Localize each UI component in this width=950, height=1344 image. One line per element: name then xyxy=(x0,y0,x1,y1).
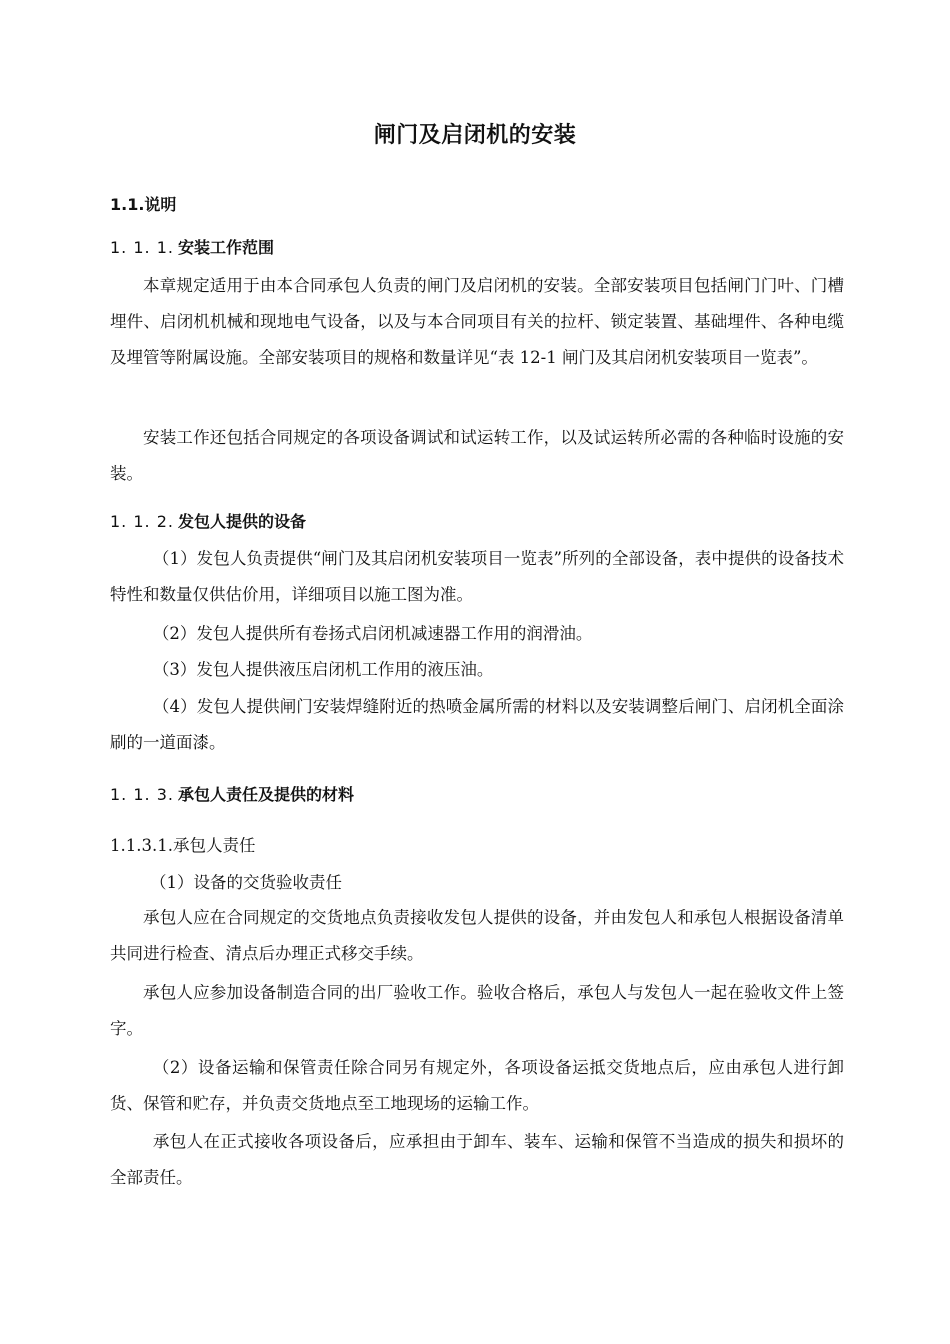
sub-subsection-heading: 1.1.3.1.承包人责任 xyxy=(110,836,256,855)
document-title: 闸门及启闭机的安装 xyxy=(373,123,577,148)
subsection-number: 1. 1. 3. xyxy=(110,785,174,804)
subsection-title: 承包人责任及提供的材料 xyxy=(178,785,355,804)
paragraph: （3）发包人提供液压启闭机工作用的液压油。 xyxy=(152,660,494,679)
paragraph: 承包人应参加设备制造合同的出厂验收工作。验收合格后，承包人与发包人一起在验收文件上签字。 xyxy=(110,983,844,1038)
paragraph: （4）发包人提供闸门安装焊缝附近的热喷金属所需的材料以及安装调整后闸门、启闭机全面涂刷的一道面漆。 xyxy=(110,697,844,752)
paragraph: 本章规定适用于由本合同承包人负责的闸门及启闭机的安装。全部安装项目包括闸门门叶、门槽埋件、启闭机机械和现地电气设备，以及与本合同项目有关的拉杆、锁定装置、基础埋件、各种电缆及埋管等附属设施。全部安装项目的规格和数量详见“表 12-1 闸门及其启闭机安装项目一览表”。 xyxy=(110,276,844,367)
section-heading-1-1: 1.1.说明 xyxy=(110,195,177,214)
subsection-title: 安装工作范围 xyxy=(178,238,275,257)
subsection-number: 1. 1. 2. xyxy=(110,512,174,531)
paragraph: （2）设备运输和保管责任除合同另有规定外，各项设备运抵交货地点后，应由承包人进行卸货、保管和贮存，并负责交货地点至工地现场的运输工作。 xyxy=(110,1058,844,1113)
paragraph: 承包人在正式接收各项设备后，应承担由于卸车、装车、运输和保管不当造成的损失和损坏的全部责任。 xyxy=(110,1132,844,1187)
paragraph: （1）发包人负责提供“闸门及其启闭机安装项目一览表”所列的全部设备，表中提供的设备技术特性和数量仅供估价用，详细项目以施工图为准。 xyxy=(110,549,844,604)
paragraph: 安装工作还包括合同规定的各项设备调试和试运转工作，以及试运转所必需的各种临时设施的安装。 xyxy=(110,428,844,483)
paragraph: 承包人应在合同规定的交货地点负责接收发包人提供的设备，并由发包人和承包人根据设备清单共同进行检查、清点后办理正式移交手续。 xyxy=(110,908,844,963)
subsection-heading-1-1-3 xyxy=(110,782,354,805)
list-item-heading: （1）设备的交货验收责任 xyxy=(150,873,342,892)
subsection-heading-1-1-2 xyxy=(110,509,306,532)
subsection-title: 发包人提供的设备 xyxy=(178,512,307,531)
paragraph: （2）发包人提供所有卷扬式启闭机减速器工作用的润滑油。 xyxy=(152,624,593,643)
subsection-number: 1. 1. 1. xyxy=(110,238,174,257)
subsection-heading-1-1-1 xyxy=(110,235,274,258)
